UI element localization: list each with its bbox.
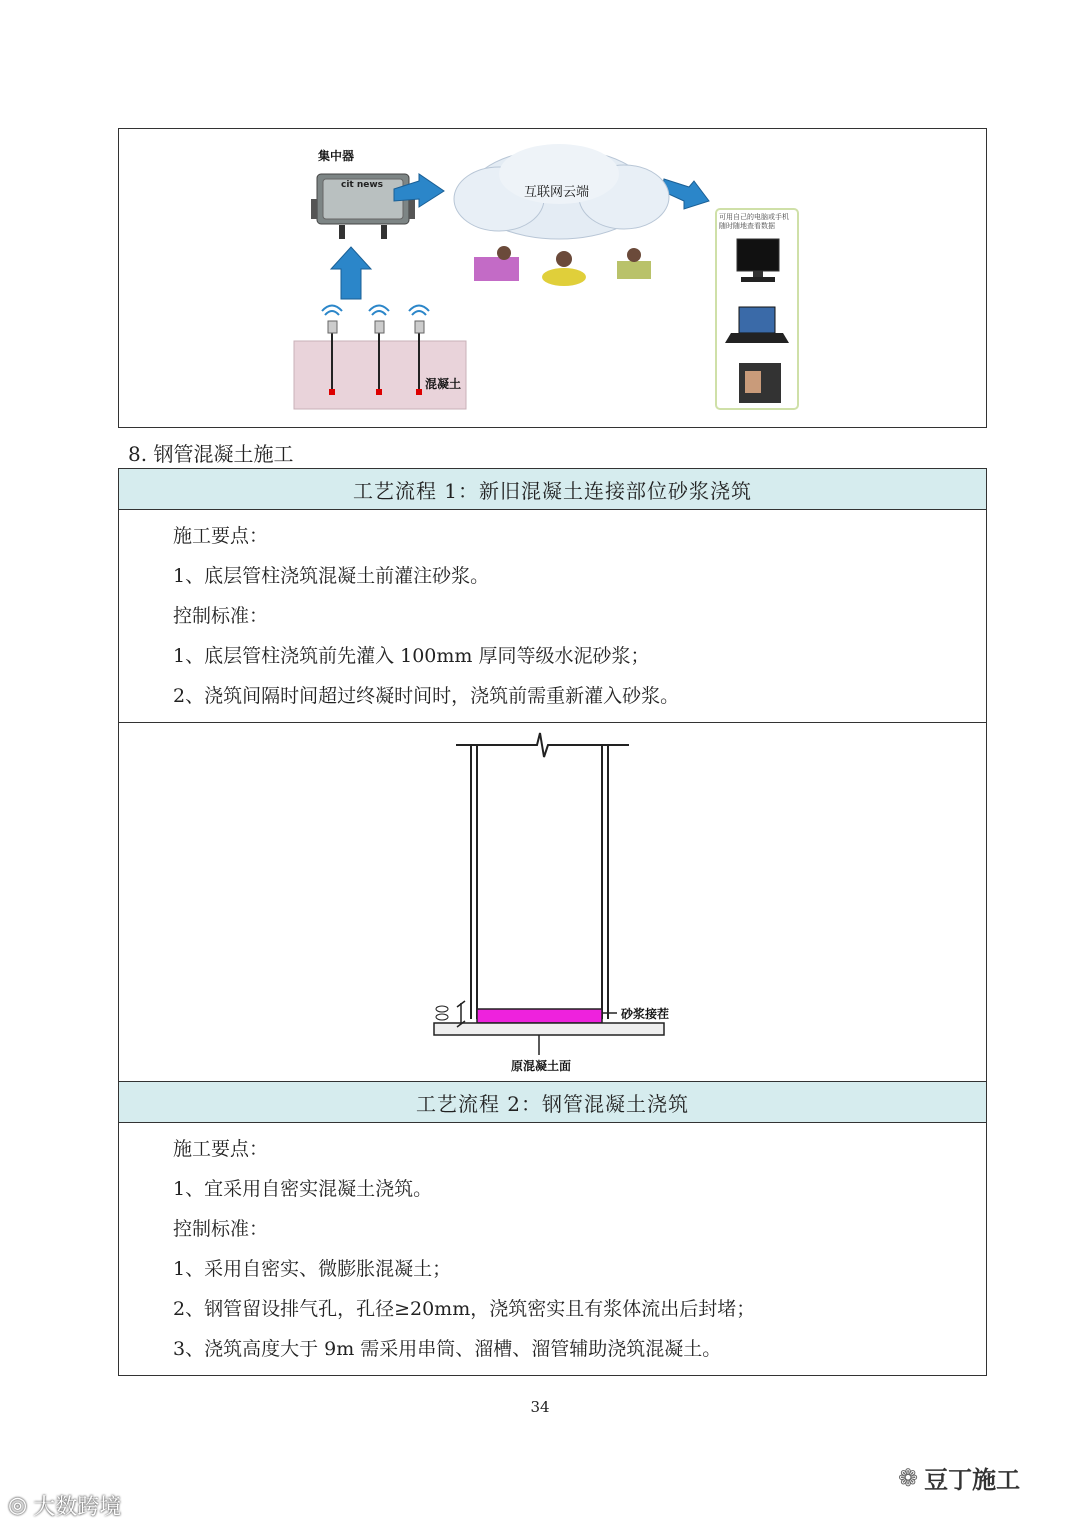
weibo-logo-icon: ◎: [8, 1493, 28, 1518]
process1-line: 2、浇筑间隔时间超过终凝时间时，浇筑前需重新灌入砂浆。: [173, 685, 680, 707]
process2-line: 3、浇筑高度大于 9m 需采用串筒、溜槽、溜管辅助浇筑混凝土。: [173, 1338, 722, 1360]
tablet-icon: [739, 363, 781, 403]
device-panel-text: 可用自己的电脑或手机随时随地查看数据: [719, 213, 789, 230]
concrete-label: 混凝土: [425, 377, 462, 391]
watermark-left-text: 大数跨境: [33, 1495, 122, 1520]
watermark-right-text: 豆丁施工: [924, 1466, 1021, 1494]
base-slab: [434, 1023, 664, 1035]
process1-body: [119, 510, 987, 723]
process2-line: 1、采用自密实、微膨胀混凝土；: [173, 1258, 452, 1280]
top-break-line: [456, 733, 629, 757]
process2-line: 2、钢管留设排气孔，孔径≥20mm，浇筑密实且有浆体流出后封堵；: [173, 1298, 756, 1320]
dimension-oval-top: [436, 1006, 448, 1012]
process1-header: 工艺流程 1：新旧混凝土连接部位砂浆浇筑: [119, 469, 987, 510]
mortar-layer: [477, 1009, 602, 1023]
page-number: 34: [530, 1398, 550, 1416]
monitoring-system-figure: [118, 128, 987, 428]
process1-line: 1、底层管柱浇筑前先灌入 100mm 厚同等级水泥砂浆；: [173, 645, 650, 667]
process2-line: 施工要点：: [173, 1138, 269, 1160]
cloud-label: 互联网云端: [524, 185, 590, 200]
user-icons: [474, 246, 651, 286]
section-title: 8. 钢管混凝土施工: [128, 442, 294, 466]
watermark-right: [898, 1460, 1020, 1495]
steel-column-section-diagram: [119, 723, 985, 1081]
process-table: [118, 468, 987, 1376]
process1-line: 控制标准：: [173, 605, 269, 627]
arrow-up-icon: [331, 247, 371, 299]
wechat-logo-icon: ❁: [898, 1463, 919, 1492]
concentrator-label: 集中器: [318, 149, 355, 163]
process2-body: [119, 1123, 987, 1376]
process1-line: 施工要点：: [173, 525, 269, 547]
dimension-oval-bottom: [436, 1014, 448, 1020]
process2-line: 控制标准：: [173, 1218, 269, 1240]
process1-figure: [119, 723, 987, 1082]
mortar-label: 砂浆接茬: [621, 1007, 670, 1021]
base-surface-label: 原混凝土面: [511, 1059, 572, 1073]
device-brand-label: cit news: [341, 180, 384, 190]
process2-line: 1、宜采用自密实混凝土浇筑。: [173, 1178, 433, 1200]
process1-line: 1、底层管柱浇筑混凝土前灌注砂浆。: [173, 565, 490, 587]
process2-header: 工艺流程 2：钢管混凝土浇筑: [119, 1082, 987, 1123]
watermark-left: [8, 1490, 121, 1521]
monitoring-system-diagram: [119, 129, 985, 426]
